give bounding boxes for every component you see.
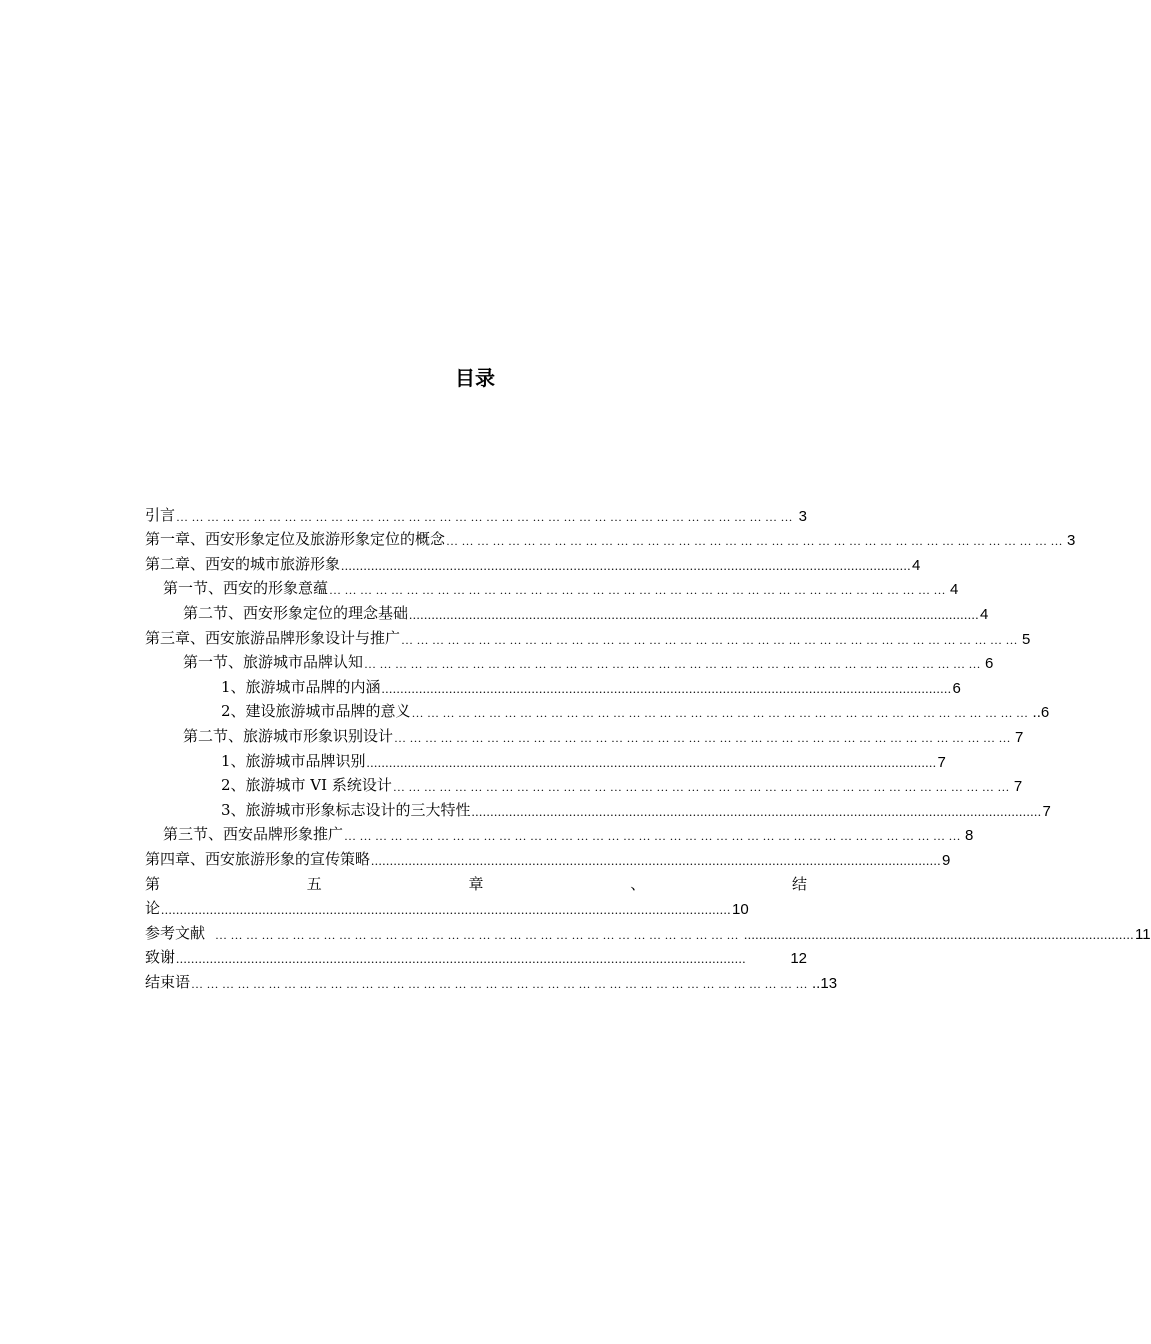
- toc-entry-label: 第二节、西安形象定位的理念基础: [183, 603, 409, 622]
- dot-leader: …………………………………………………………………………………………………………: [446, 534, 1067, 549]
- toc-entry-page: ..6: [1032, 704, 1050, 722]
- toc-entry-label: 第三章、西安旅游品牌形象设计与推广: [145, 628, 401, 647]
- toc-entry[interactable]: [145, 894, 749, 919]
- toc-entry[interactable]: [145, 500, 807, 525]
- dot-leader: …………………………………………………………………………………………………………: [329, 583, 950, 598]
- toc-entry-page: 7: [937, 753, 946, 771]
- dot-leader: …………………………………………………………………………………………………………: [392, 780, 1013, 795]
- toc-entry-label: 引言: [145, 505, 176, 524]
- toc-entry-label-part: 五: [306, 874, 322, 893]
- toc-title: 目录: [455, 366, 495, 390]
- toc-entry-page: 4: [912, 556, 921, 574]
- dot-leader: …………………………………………………………………………………………: [215, 927, 743, 942]
- toc-entry-page: 10: [732, 901, 749, 919]
- toc-entry[interactable]: [145, 795, 1051, 820]
- toc-entry-label-part: 、: [630, 874, 646, 893]
- toc-entry[interactable]: [145, 844, 951, 869]
- toc-entry-label-part: 第: [145, 874, 161, 893]
- toc-entry-page: 12: [790, 950, 807, 968]
- toc-entry-label: 第二章、西安的城市旅游形象: [145, 554, 341, 573]
- toc-entry-page: 4: [950, 581, 959, 599]
- toc-entry-justified[interactable]: [145, 869, 807, 894]
- toc-entry[interactable]: [145, 574, 959, 599]
- toc-entry-label-part: 章: [468, 874, 484, 893]
- toc-entry[interactable]: [145, 525, 1076, 550]
- dot-leader: …………………………………………………………………………………………………………: [401, 632, 1022, 647]
- toc-entry[interactable]: [145, 697, 1050, 722]
- toc-entry-page: 7: [1013, 778, 1023, 796]
- toc-entry-page: 6: [952, 679, 961, 697]
- toc-entry[interactable]: [145, 746, 946, 771]
- toc-entry-label: 参考文献: [145, 923, 206, 942]
- toc-entry[interactable]: [145, 721, 1024, 746]
- toc-entry-page: 5: [1022, 630, 1031, 648]
- dot-leader: …………………………………………………………………………………………………………: [344, 829, 965, 844]
- dot-leader: …………………………………………………………………………………………………………: [176, 509, 797, 524]
- toc-entry-label: 第一章、西安形象定位及旅游形象定位的概念: [145, 530, 446, 549]
- dot-leader: ........................................................................................................................................................: [366, 754, 937, 770]
- toc-entry-page: 11: [1135, 925, 1151, 943]
- toc-entry-label: 1、旅游城市品牌识别: [221, 751, 366, 770]
- toc-entry[interactable]: [145, 623, 1031, 648]
- toc-entry-page: 6: [985, 655, 994, 673]
- dot-leader: ........................................................................................................................................................: [371, 852, 942, 868]
- toc-entry-label-part: 结: [791, 874, 807, 893]
- dot-leader: ........................................................................................................................................................: [161, 902, 732, 918]
- toc-entry-label: 第三节、西安品牌形象推广: [163, 825, 344, 844]
- dot-leader: ........................................................................................................................................................: [341, 557, 912, 573]
- toc-entry-page: 3: [798, 507, 807, 525]
- toc-entry[interactable]: [145, 672, 961, 697]
- toc-entry-label: 1、旅游城市品牌的内涵: [221, 677, 381, 696]
- toc-entry-label: 第一节、旅游城市品牌认知: [183, 653, 364, 672]
- toc-entry[interactable]: [145, 648, 994, 673]
- toc-entry-page: ..13: [812, 974, 838, 992]
- toc-entry[interactable]: [145, 820, 974, 845]
- dot-leader: ........................................................................................................................................................: [381, 680, 952, 696]
- toc-entry-page: 7: [1042, 802, 1051, 820]
- dot-leader: ........................................................................................................: [744, 926, 1135, 942]
- toc-entry[interactable]: [145, 943, 807, 968]
- dot-leader: …………………………………………………………………………………………………………: [411, 706, 1032, 721]
- dot-leader: ........................................................................................................................................................: [409, 606, 980, 622]
- toc-entry-label: 结束语: [145, 972, 191, 991]
- dot-leader: …………………………………………………………………………………………………………: [364, 657, 985, 672]
- toc-entry-page: 4: [980, 605, 989, 623]
- toc-entry[interactable]: [145, 598, 989, 623]
- toc-entry[interactable]: [145, 918, 1151, 943]
- dot-leader: …………………………………………………………………………………………………………: [394, 730, 1015, 745]
- toc-entry-label: 第四章、西安旅游形象的宣传策略: [145, 849, 371, 868]
- dot-leader: ........................................................................................................................................................: [176, 951, 747, 967]
- table-of-contents: [145, 500, 1151, 992]
- toc-entry-label: 2、旅游城市 VI 系统设计: [221, 776, 392, 795]
- toc-entry-page: 3: [1067, 532, 1076, 550]
- toc-entry-page: 7: [1015, 728, 1024, 746]
- dot-leader: …………………………………………………………………………………………………………: [191, 976, 812, 991]
- dot-leader: ........................................................................................................................................................: [471, 803, 1042, 819]
- toc-entry-label: 2、建设旅游城市品牌的意义: [221, 702, 411, 721]
- toc-entry-page: 8: [965, 827, 974, 845]
- toc-entry-label: 论: [145, 899, 161, 918]
- toc-entry-label: 致谢: [145, 948, 176, 967]
- toc-entry[interactable]: [145, 771, 1023, 796]
- toc-entry-label: 3、旅游城市形象标志设计的三大特性: [221, 800, 471, 819]
- toc-entry-label: 第一节、西安的形象意蕴: [163, 579, 329, 598]
- toc-entry-label: 第二节、旅游城市形象识别设计: [183, 726, 394, 745]
- toc-entry[interactable]: [145, 549, 921, 574]
- toc-entry-page: 9: [942, 851, 951, 869]
- toc-entry[interactable]: [145, 967, 838, 992]
